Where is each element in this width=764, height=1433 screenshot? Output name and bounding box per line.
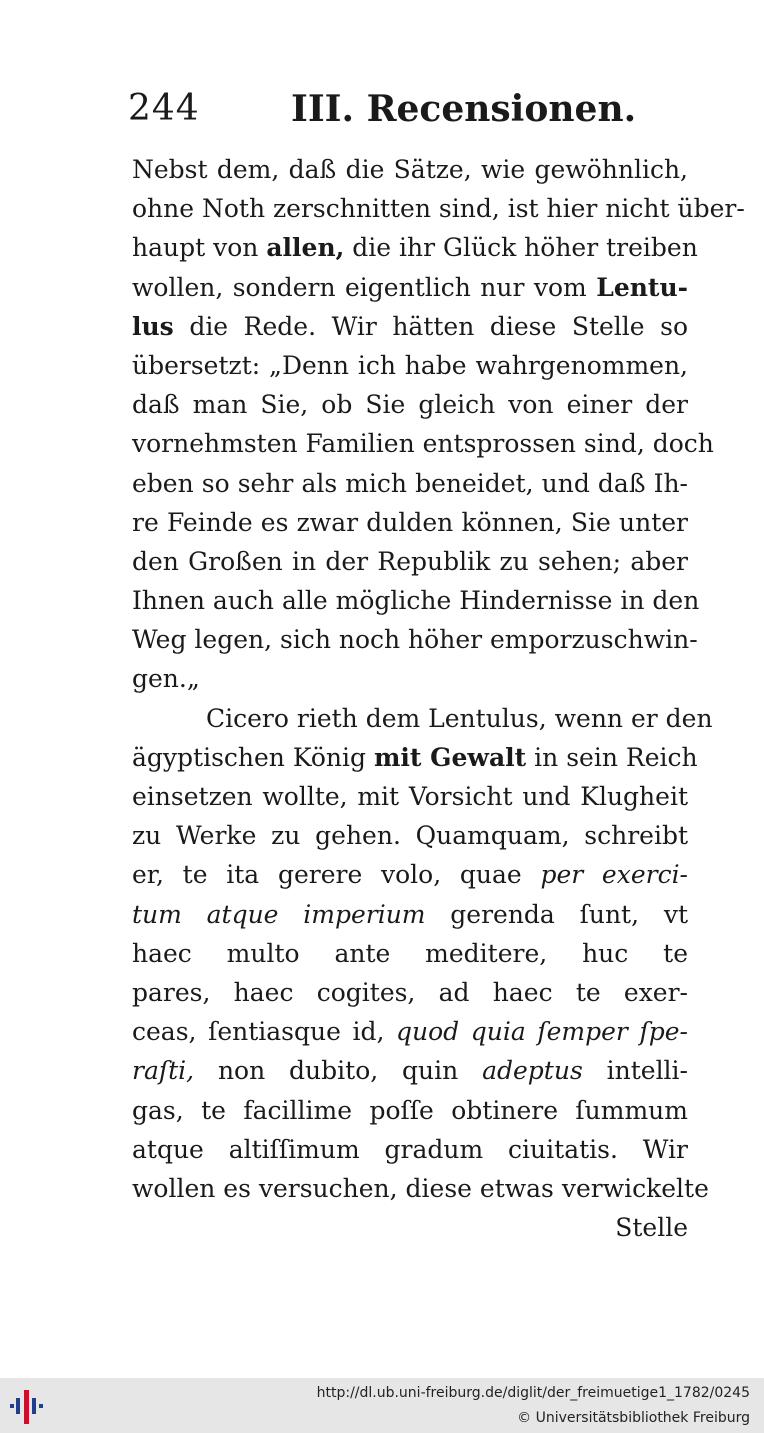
text-segment: gerenda ſunt, vt (450, 899, 688, 929)
emphasis-text: Lentu- (596, 272, 688, 302)
text-line (132, 228, 698, 267)
body-text (132, 150, 745, 1247)
page-header (128, 84, 688, 134)
text-line: den Großen in der Republik zu sehen; aber (132, 546, 688, 576)
text-line (132, 268, 688, 307)
page-number: 244 (128, 88, 200, 129)
text-line: ohne Noth zerschnitten sind, ist hier nicht über- (132, 194, 745, 224)
emphasis-text: lus (132, 311, 174, 341)
text-line: re Feinde es zwar dulden können, Sie unter (132, 507, 688, 537)
text-line: wollen es versuchen, diese etwas verwickelte (132, 1173, 709, 1203)
text-segment: non dubito, quin (217, 1056, 459, 1086)
catchword: Stelle (615, 1213, 688, 1243)
italic-text: raſti, (132, 1056, 195, 1086)
text-line (132, 1012, 688, 1051)
text-line (132, 855, 688, 894)
text-segment: in sein Reich (534, 742, 698, 772)
text-line (132, 738, 698, 777)
text-segment: ägyptischen König (132, 742, 367, 772)
copyright-notice: © Universitätsbibliothek Freiburg (517, 1410, 750, 1426)
text-line: daß man Sie, ob Sie gleich von einer der (132, 390, 688, 420)
text-line: übersetzt: „Denn ich habe wahrgenommen, (132, 350, 688, 380)
italic-text: adeptus (482, 1056, 583, 1086)
text-segment: haupt von (132, 233, 259, 263)
text-line: einsetzen wollte, mit Vorsicht und Klugheit (132, 782, 688, 811)
italic-text: tum atque imperium (132, 899, 426, 929)
running-head: III. Recensionen. (291, 88, 637, 130)
text-line: vornehmsten Familien entsprossen sind, doch (132, 429, 714, 459)
library-logo-icon[interactable] (10, 1390, 46, 1424)
text-segment: die Rede. Wir hätten diese Stelle so (189, 311, 689, 341)
paragraph-first-line: Cicero rieth dem Lentulus, wenn er den (206, 703, 713, 733)
text-line: eben so sehr als mich beneidet, und daß Ih- (132, 468, 688, 498)
viewer-footer (0, 1378, 764, 1433)
text-line (132, 307, 688, 346)
text-line: pares, haec cogites, ad haec te exer- (132, 977, 688, 1007)
text-line: Ihnen auch alle mögliche Hindernisse in den (132, 586, 700, 616)
text-line: atque altiſſimum gradum ciuitatis. Wir (132, 1134, 688, 1164)
text-segment: intelli- (606, 1056, 688, 1086)
text-line: haec multo ante meditere, huc te (132, 938, 688, 968)
text-line: gen.„ (132, 664, 200, 694)
text-segment: wollen, sondern eigentlich nur vom (132, 272, 587, 302)
italic-text: per exerci- (540, 860, 689, 890)
text-line (132, 1051, 688, 1090)
emphasis-text: allen, (266, 233, 345, 263)
text-line: Weg legen, sich noch höher emporzuschwin- (132, 625, 698, 655)
source-url-link[interactable]: http://dl.ub.uni-freiburg.de/diglit/der_freimuetige1_1782/0245 (316, 1385, 750, 1401)
text-segment: die ihr Glück höher treiben (352, 233, 698, 263)
text-line: zu Werke zu gehen. Quamquam, schreibt (132, 821, 688, 851)
text-line: gas, te facillime poſſe obtinere ſummum (132, 1095, 688, 1125)
text-line: Nebst dem, daß die Sätze, wie gewöhnlich, (132, 155, 688, 184)
emphasis-text: mit Gewalt (373, 742, 527, 772)
italic-text: quod quia ſemper ſpe- (396, 1017, 688, 1047)
text-line (132, 895, 688, 934)
text-segment: er, te ita gerere volo, quae (132, 860, 522, 890)
text-segment: ceas, ſentiasque id, (132, 1017, 385, 1047)
